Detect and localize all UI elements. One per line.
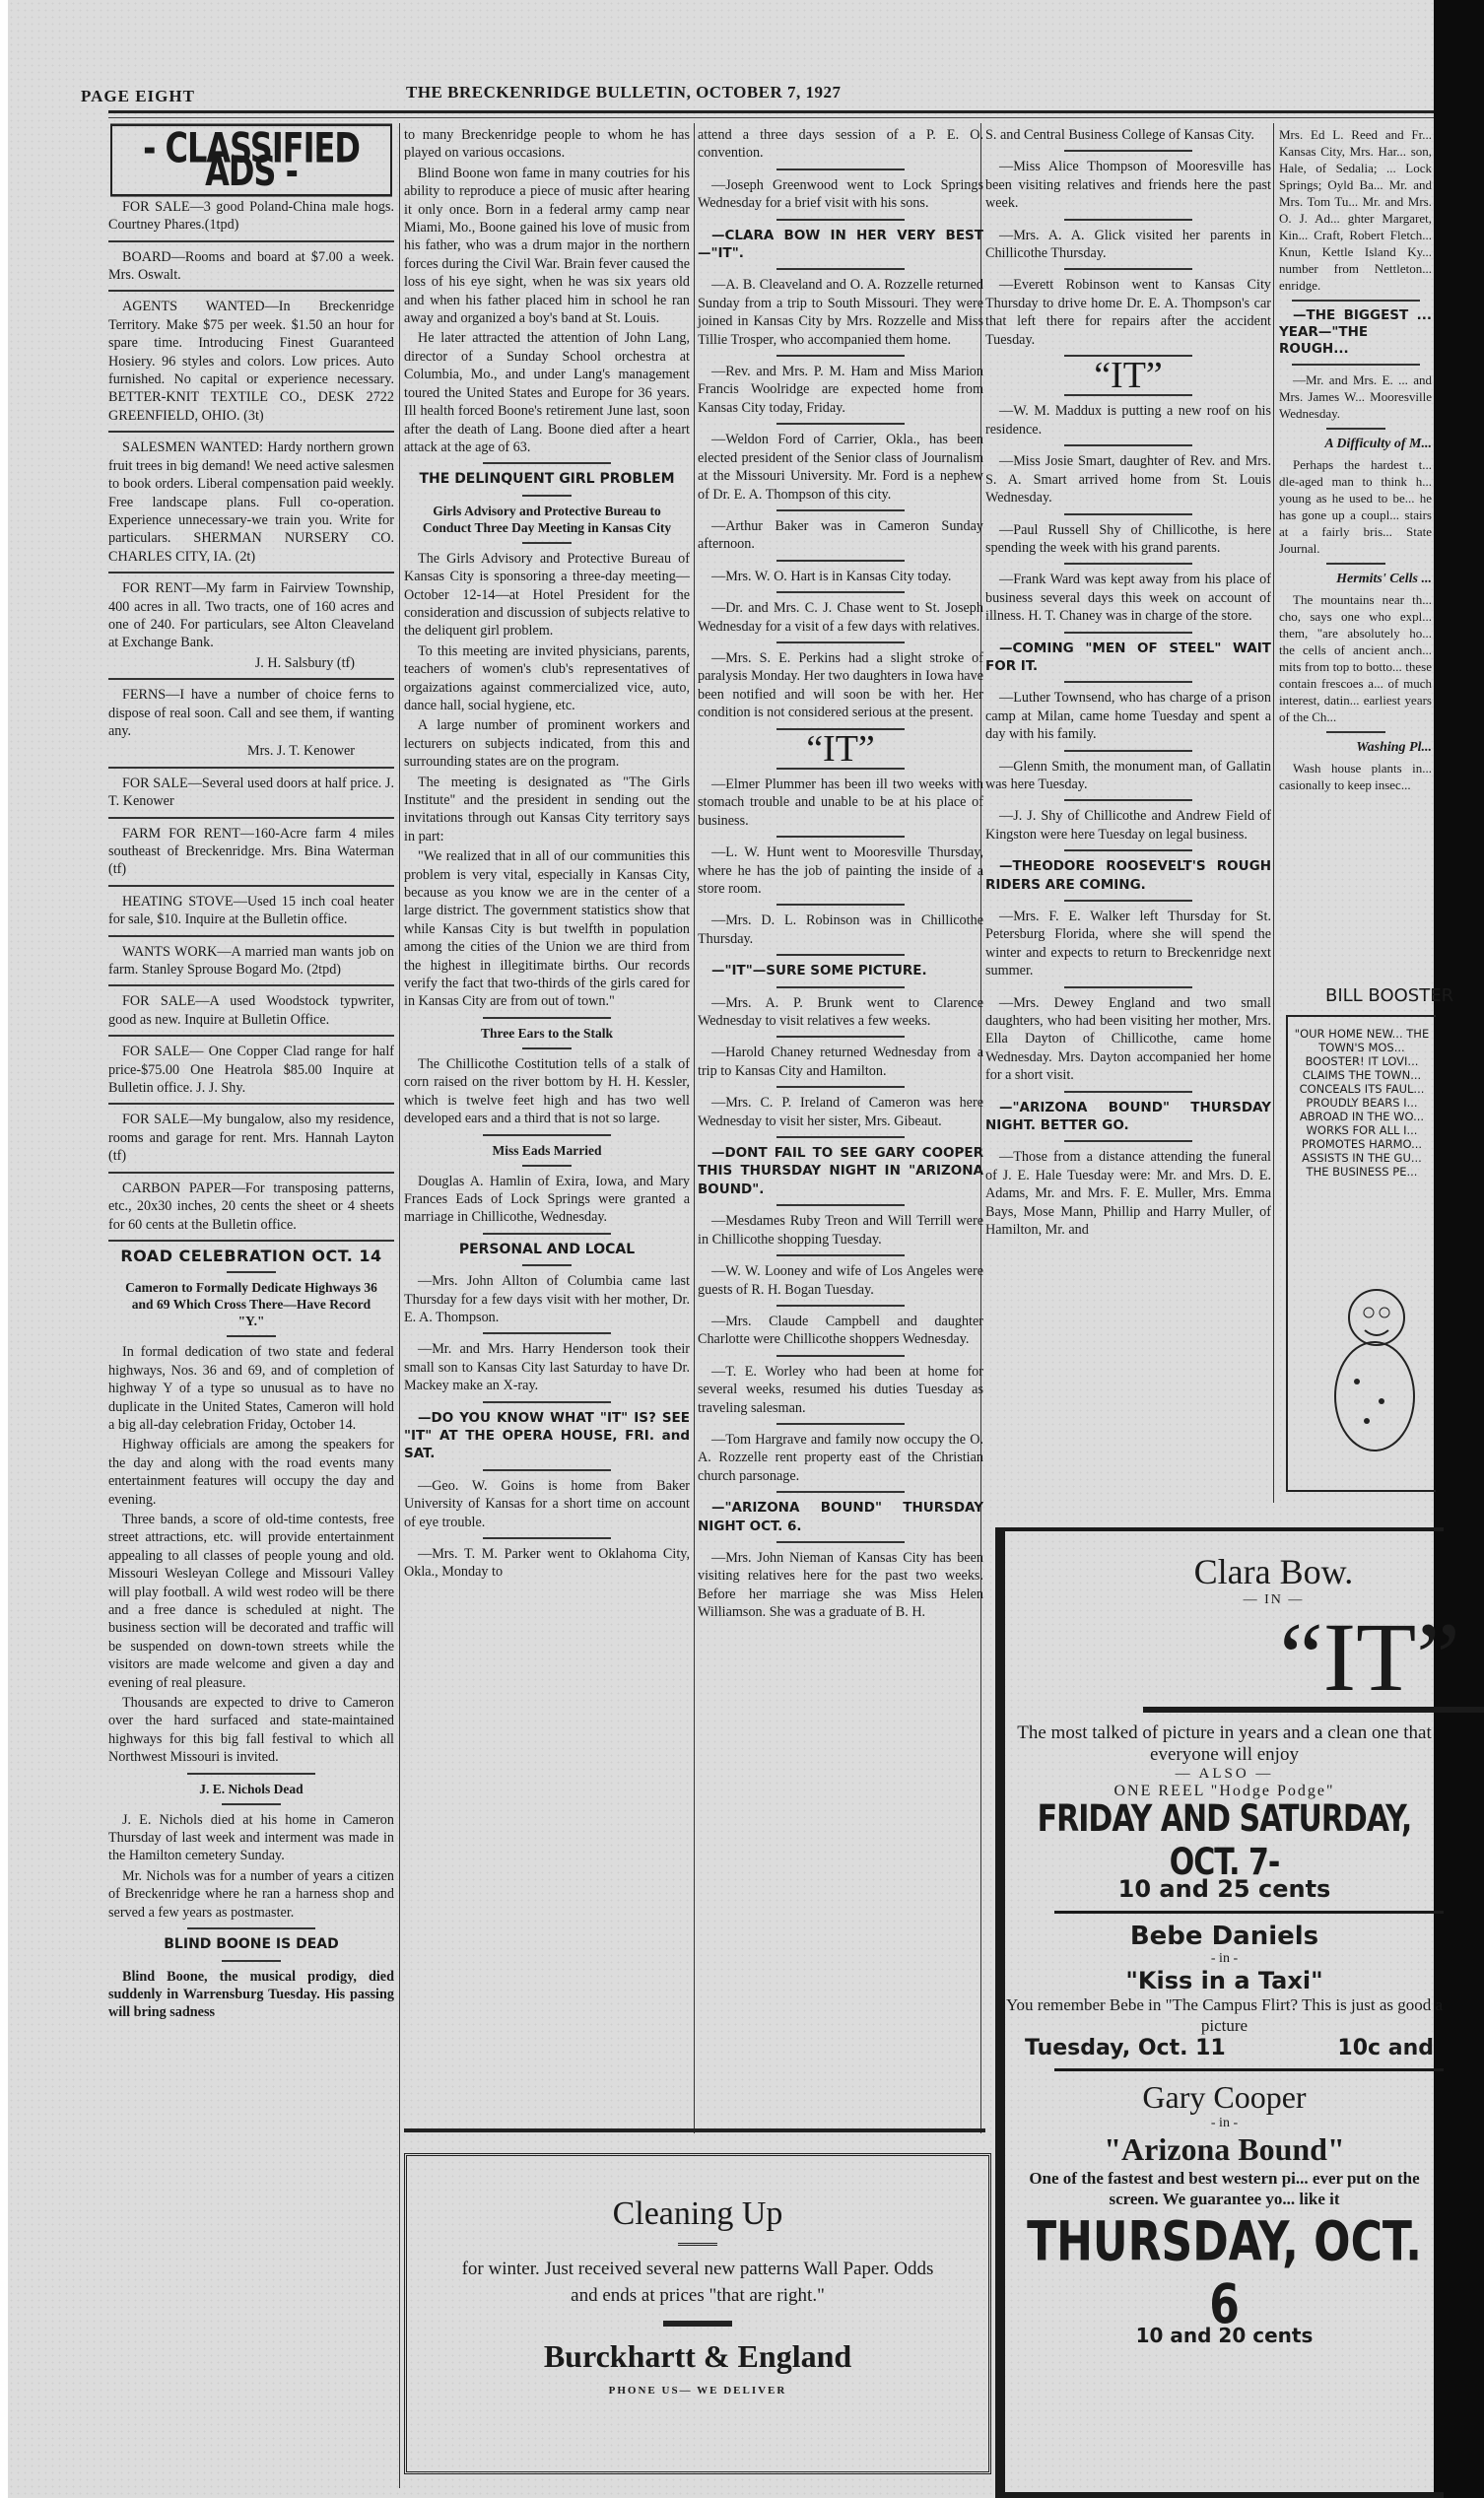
news-item: —Arthur Baker was in Cameron Sunday afternoon. — [698, 517, 983, 553]
article-paragraph: A large number of prominent workers and lecturers on subjects indicated, from this and surrounding states are on the program. — [404, 717, 690, 771]
movie-date: FRIDAY AND SATURDAY, OCT. 7- — [1037, 1797, 1412, 1884]
column-1 — [108, 123, 394, 2024]
movie-in: - in - — [1210, 1951, 1239, 1966]
divider — [483, 1537, 611, 1539]
movie-reel: ONE REEL "Hodge Podge" — [1113, 1783, 1335, 1799]
classified-list — [108, 198, 394, 1234]
divider — [776, 219, 905, 221]
divider — [776, 1423, 905, 1425]
news-item: —Mrs. D. L. Robinson was in Chillicothe Thursday. — [698, 912, 983, 947]
divider — [776, 355, 905, 357]
divider — [108, 572, 394, 574]
movie-description: One of the fastest and best western pi... ever put on the screen. We guarantee yo... like it — [1029, 2169, 1420, 2208]
news-item: —THEODORE ROOSEVELT'S ROUGH RIDERS ARE COMING. — [985, 858, 1271, 893]
divider — [108, 935, 394, 937]
news-item: —Elmer Plummer has been ill two weeks with stomach trouble and unable to be at his place of business. — [698, 776, 983, 829]
news-item: —Rev. and Mrs. P. M. Ham and Miss Marion Francis Woolridge are expected home from Kansas City today, Friday. — [698, 364, 983, 416]
headline: Three Ears to the Stalk — [481, 1025, 613, 1041]
comic-panel — [1286, 1015, 1436, 1492]
divider — [483, 1233, 611, 1235]
movie-in: — IN — — [1243, 1592, 1305, 1607]
news-item: —COMING "MEN OF STEEL" WAIT FOR IT. — [985, 640, 1271, 674]
news-item: —W. M. Maddux is putting a new roof on his residence. — [985, 403, 1271, 438]
news-item: Mrs. Ed L. Reed and Fr... Kansas City, Mrs. Har... son, Hale, of Sedalia; ... Lock Springs; Oyld Ba... Mr. and Mrs. Tom Tu... Mr. and Mrs. O. J. Ad... ghter Margaret, Kin... Craft, Robert Fletch... Knun, Kettle Island Ky... number from Nettleton... enridge. — [1279, 127, 1432, 293]
divider — [108, 1035, 394, 1037]
divider — [776, 509, 905, 511]
divider — [222, 1960, 281, 1962]
movie-in: - in - — [1210, 2116, 1239, 2130]
column-divider — [694, 123, 695, 2133]
personal-items — [985, 126, 1271, 1240]
movie-price: 10 and 20 cents — [1135, 2324, 1314, 2347]
article-paragraph: Mr. Nichols was for a number of years a citizen of Breckenridge where he ran a harness shop and served a few years as postmaster. — [108, 1867, 394, 1921]
divider — [776, 268, 905, 270]
news-item: —Paul Russell Shy of Chillicothe, is here spending the week with his grand parents. — [985, 521, 1271, 556]
news-item: —Mrs. W. O. Hart is in Kansas City today. — [711, 568, 952, 584]
divider — [227, 1335, 276, 1337]
column-4 — [985, 126, 1271, 1242]
news-item: —Dr. and Mrs. C. J. Chase went to St. Joseph Wednesday for a visit of a few days with relatives. — [698, 600, 983, 635]
comic-speech: "OUR HOME NEW... THE TOWN'S MOS... BOOSTER! IT LOVI... CLAIMS THE TOWN... CONCEALS ITS FAUL... PROUDLY BEARS I... ABROAD IN THE WO... WORKS FOR ALL I... PROMOTES HARMO... ASSISTS IN THE GU... THE BUSINESS PE... — [1294, 1027, 1430, 1179]
classified-ad: BOARD—Rooms and board at $7.00 a week. Mrs. Oswalt. — [108, 248, 394, 284]
divider — [1064, 268, 1192, 270]
classified-ad: FOR SALE— One Copper Clad range for half price-$75.00 One Heatrola $85.00 Inquire at Bulletin office. J. J. Shy. — [108, 1044, 394, 1097]
news-item: —"ARIZONA BOUND" THURSDAY NIGHT. BETTER GO. — [985, 1099, 1271, 1134]
divider — [108, 240, 394, 242]
headline: THE DELINQUENT GIRL PROBLEM — [419, 471, 675, 488]
divider — [1064, 900, 1192, 902]
news-item: —Those from a distance attending the funeral of J. E. Hale Tuesday were: Mr. and Mrs. D. E. Adams, Mr. and Mrs. F. E. Muller, Mrs. Emma Bays, Mose Mann, Phillip and Harry Muller, of Hamilton, Mr. and — [985, 1149, 1271, 1239]
news-item: —Frank Ward was kept away from his place of business several days this week on account of illness. H. T. Chaney was in charge of the store. — [985, 572, 1271, 625]
divider — [776, 641, 905, 643]
divider — [776, 169, 905, 170]
divider — [776, 1305, 905, 1307]
divider — [108, 431, 394, 433]
divider — [1064, 219, 1192, 221]
news-item: —THE BIGGEST ... YEAR—"THE ROUGH... — [1279, 307, 1432, 357]
classified-ad: FOR RENT—My farm in Fairview Township, 400 acres in all. Two tracts, one of 160 acres and one of 240. For particulars, see Alton Cleaveland at Exchange Bank. — [108, 580, 394, 651]
article-paragraph: J. E. Nichols died at his home in Cameron Thursday of last week and interment was made in the Hamilton cemetery Sunday. — [108, 1811, 394, 1864]
classified-ad: FOR SALE—A used Woodstock typwriter, good as new. Inquire at Bulletin Office. — [108, 993, 394, 1028]
divider — [1064, 681, 1192, 683]
news-item: —Luther Townsend, who has charge of a prison camp at Milan, came home Tuesday and spent a day with his family. — [985, 690, 1271, 743]
classified-ad: FOR SALE—My bungalow, also my residence, rooms and garage for rent. Mrs. Hannah Layton (tf) — [108, 1112, 394, 1165]
filler-text: Wash house plants in... casionally to keep insec... — [1279, 761, 1432, 792]
news-item: —Mrs. Dewey England and two small daughters, who had been visiting her mother, Mrs. Ella Dayton of Chillicothe, came home Wednesday. Mrs. Dayton accompanied her home for a short visit. — [985, 994, 1271, 1084]
divider — [522, 1264, 572, 1266]
news-item: —Geo. W. Goins is home from Baker University of Kansas for a short time on account of eye trouble. — [404, 1477, 690, 1530]
subhead: Girls Advisory and Protective Bureau to Conduct Three Day Meeting in Kansas City — [422, 503, 672, 535]
divider — [776, 1491, 905, 1493]
ad-cleaning-up — [404, 2153, 991, 2474]
news-item: —Mrs. John Allton of Columbia came last Thursday for a few days visit with her mother, Dr. E. A. Thompson. — [404, 1273, 690, 1325]
masthead-rule-thin — [108, 117, 1434, 118]
news-item: —CLARA BOW IN HER VERY BEST—"IT". — [698, 227, 983, 262]
classified-ad: WANTS WORK—A married man wants job on farm. Stanley Sprouse Bogard Mo. (2tpd) — [108, 943, 394, 979]
filler-text: The mountains near th... cho, says one who expl... them, "are absolutely ho... the cells of ancient anch... mits from top to botto... these contain frescoes a... of much interest, datin... earliest years of the Ch... — [1279, 592, 1432, 724]
classified-banner: - CLASSIFIED ADS - — [110, 123, 392, 196]
news-item: attend a three days session of a P. E. O. convention. — [698, 127, 983, 162]
article-paragraph: The Girls Advisory and Protective Bureau of Kansas City is sponsoring a three-day meeting—October 12-14—at Hotel President for the consideration and discussion of subjects relative to the deliquent girl problem. — [404, 550, 690, 640]
news-item: —Miss Josie Smart, daughter of Rev. and Mrs. S. A. Smart arrived home from St. Louis Wednesday. — [985, 453, 1271, 506]
divider — [187, 1773, 315, 1775]
divider — [1326, 428, 1385, 430]
news-item: —Mrs. C. P. Ireland of Cameron was here Wednesday to visit her sister, Mrs. Gibeaut. — [698, 1095, 983, 1129]
personal-items — [404, 1272, 690, 1582]
ad-headline: Cleaning Up — [612, 2195, 783, 2232]
divider — [1292, 364, 1420, 366]
divider — [1064, 986, 1192, 988]
headline: BLIND BOONE IS DEAD — [164, 1936, 339, 1953]
divider — [1326, 563, 1385, 565]
divider — [678, 2243, 717, 2246]
news-item: —Mrs. A. P. Brunk went to Clarence Wednesday to visit relatives a few weeks. — [698, 994, 983, 1030]
divider — [776, 1355, 905, 1357]
divider — [483, 1401, 611, 1403]
movie-description: The most talked of picture in years and a clean one that everyone will enjoy — [1017, 1722, 1432, 1765]
article-paragraph: He later attracted the attention of John Lang, director of a Sunday School orchestra at Columbia, Mo., and under Lang's management toured the United States and Europe for 36 years. Ill health forced Boone's retirement June last, soon after the death of Lang. Boone died after a heart attack at the age of 63. — [404, 330, 690, 455]
divider — [776, 1086, 905, 1088]
divider — [483, 1134, 611, 1136]
filler-headline: A Difficulty of M... — [1324, 437, 1432, 451]
headline: PERSONAL AND LOCAL — [458, 1241, 636, 1257]
classified-ad: FOR SALE—Several used doors at half price. J. T. Kenower — [108, 775, 394, 810]
column-2 — [404, 126, 690, 1584]
classified-ad: CARBON PAPER—For transposing patterns, etc., 20x30 inches, 20 cents the sheet or 4 sheets for 60 cents at the Bulletin office. — [108, 1180, 394, 1233]
divider — [1326, 731, 1385, 733]
article-paragraph: The meeting is designated as "The Girls Institute" and the president in sending out the invitations through out Kansas City territory says in part: — [404, 774, 690, 844]
news-item: —Mr. and Mrs. E. ... and Mrs. James W... Mooresville Wednesday. — [1279, 372, 1432, 421]
movie-title: "Arizona Bound" — [1104, 2131, 1345, 2167]
movie-star: Bebe Daniels — [1129, 1922, 1319, 1951]
section-heading: “IT” — [806, 727, 875, 770]
classified-ad: FARM FOR RENT—160-Acre farm 4 miles southeast of Breckenridge. Mrs. Bina Waterman (tf) — [108, 825, 394, 878]
subhead: Cameron to Formally Dedicate Highways 36 and 69 Which Cross There—Have Record "Y." — [125, 1280, 377, 1329]
news-item: —Mrs. Claude Campbell and daughter Charlotte were Chillicothe shoppers Wednesday. — [698, 1313, 983, 1348]
divider — [108, 1103, 394, 1105]
news-item: —Mrs. John Nieman of Kansas City has been visiting relatives here for the past two weeks. Before her marriage she was Miss Helen Williamson. She was a graduate of B. H. — [698, 1549, 983, 1621]
personal-items — [698, 126, 983, 1622]
divider — [483, 1017, 611, 1019]
movie-star: Clara Bow. — [1193, 1552, 1354, 1591]
news-item: —Mesdames Ruby Treon and Will Terrill were in Chillicothe shopping Tuesday. — [698, 1213, 983, 1248]
divider — [1064, 799, 1192, 801]
paper-title: THE BRECKENRIDGE BULLETIN, OCTOBER 7, 1927 — [406, 83, 842, 101]
divider — [1064, 632, 1192, 634]
movie-date-row — [1005, 2036, 1444, 2060]
news-item: —W. W. Looney and wife of Los Angeles were guests of R. H. Bogan Tuesday. — [698, 1263, 983, 1298]
ad-movie-listings — [995, 1527, 1460, 2498]
divider — [776, 1204, 905, 1206]
news-item: —Glenn Smith, the monument man, of Gallatin was here Tuesday. — [985, 758, 1271, 792]
classified-ad: SALESMEN WANTED: Hardy northern grown fruit trees in big demand! We need active salesmen to book orders. Liberal compensation paid weekly. Free landscape plans. Full co-operation. Experience unnecessary-we train you. Write for particulars. SHERMAN NURSERY CO. CHARLES CITY, IA. (2t) — [108, 439, 394, 565]
divider — [108, 1240, 394, 1242]
divider — [776, 423, 905, 425]
ad-signature: J. H. Salsbury (tf) — [254, 654, 355, 671]
headline: ROAD CELEBRATION OCT. 14 — [120, 1246, 382, 1265]
divider — [1054, 1911, 1444, 1914]
news-item: —Miss Alice Thompson of Mooresville has been visiting relatives and friends here the past week. — [985, 159, 1271, 212]
article-paragraph: Blind Boone won fame in many coutries for his ability to reproduce a piece of music after hearing it only once. Born in a federal army camp near Miami, Mo., Boone gained his love of music from his father, who was a drum major in the northern forces during the Civil War. Brain fever caused the loss of his eye sight, when he was six years old and when his father placed him in school he ran away and organized a boy's band at St. Louis. — [404, 165, 690, 327]
filler-headline: Washing Pl... — [1356, 740, 1432, 755]
divider — [1064, 513, 1192, 515]
news-item: —DO YOU KNOW WHAT "IT" IS? SEE "IT" AT THE OPERA HOUSE, FRI. and SAT. — [404, 1409, 690, 1462]
divider — [1054, 2068, 1444, 2071]
news-item: —T. E. Worley who had been at home for several weeks, resumed his duties Tuesday as traveling salesman. — [698, 1363, 983, 1416]
article-paragraph: In formal dedication of two state and federal highways, Nos. 36 and 69, and of completion of highway Y of a type so unusual as to have no duplicate in the United States, Cameron will hold a big all-day celebration Friday, October 14. — [108, 1344, 394, 1433]
news-item: —Mrs. A. A. Glick visited her parents in Chillicothe Thursday. — [985, 227, 1271, 262]
news-item: —Mr. and Mrs. Harry Henderson took their small son to Kansas City last Saturday to have Dr. Mackey make an X-ray. — [404, 1341, 690, 1394]
article-paragraph: To this meeting are invited physicians, parents, teachers of women's club's representatives of orgaizations against commercialized vice, auto, dance hall, social hygiene, etc. — [404, 642, 690, 713]
ad-tagline: PHONE US— WE DELIVER — [608, 2385, 787, 2397]
divider — [222, 1803, 281, 1805]
article-paragraph: Highway officials are among the speakers for the day and along with the road events many entertainment features will occupy the day and evening. — [108, 1437, 394, 1508]
ad-advertiser: Burckhartt & England — [543, 2338, 852, 2374]
cartoon-figure-icon — [1327, 1283, 1416, 1460]
news-item: —"IT"—SURE SOME PICTURE. — [711, 963, 927, 979]
classified-ad: FOR SALE—3 good Poland-China male hogs. Courtney Phares.(1tpd) — [108, 198, 394, 234]
divider — [1292, 300, 1420, 302]
comic-title: BILL BOOSTER — [1325, 985, 1454, 1006]
filler-headline: Hermits' Cells ... — [1336, 572, 1432, 586]
divider — [1064, 750, 1192, 752]
news-item: —Mrs. S. E. Perkins had a slight stroke of paralysis Monday. Her two daughters in Iowa have been notified and will soon be with her. Her condition is not considered serious at the present. — [698, 649, 983, 721]
article-paragraph: "We realized that in all of our communities this problem is very vital, especially in Kansas City, because as you know we are in the center of a large district. The government statistics show that while Kansas City is but twelfth in population among the cities of the Union we are third from the highest in illegitimate births. Our records verify the fact that two-thirds of the girls cared for in Kansas City are from out of town." — [404, 848, 690, 1010]
divider — [404, 2128, 985, 2132]
movie-date: THURSDAY, OCT. 6 — [1027, 2210, 1422, 2336]
classified-ad: HEATING STOVE—Used 15 inch coal heater for sale, $10. Inquire at the Bulletin office. — [108, 893, 394, 928]
divider — [522, 495, 572, 497]
divider — [108, 817, 394, 819]
divider — [483, 1469, 611, 1471]
news-item: —Weldon Ford of Carrier, Okla., has been elected president of the Senior class of Journalism at the Missouri University. Mr. Ford is a nephew of Dr. E. A. Thompson of this city. — [698, 432, 983, 503]
column-divider — [1273, 123, 1274, 1503]
article-paragraph: Douglas A. Hamlin of Exira, Iowa, and Mary Frances Eads of Lock Springs were granted a marriage in Chillicothe, Wednesday. — [404, 1173, 690, 1226]
divider — [1064, 150, 1192, 152]
column-5 — [1279, 126, 1432, 795]
divider — [776, 836, 905, 838]
divider — [483, 462, 611, 464]
ad-body: for winter. Just received several new patterns Wall Paper. Odds and ends at prices "that are right." — [461, 2259, 934, 2306]
divider — [108, 290, 394, 292]
masthead-rule — [108, 110, 1434, 113]
movie-description: You remember Bebe in "The Campus Flirt? This is just as good a picture — [1005, 1995, 1444, 2035]
masthead — [71, 79, 1431, 104]
ad-signature: Mrs. J. T. Kenower — [246, 743, 355, 760]
divider — [108, 678, 394, 680]
section-heading: “IT” — [1094, 355, 1163, 397]
filler-text: Perhaps the hardest t... dle-aged man to think h... young as he used to be... he has gone up a coupl... stairs at a fairly bris... State Journal. — [1279, 457, 1432, 556]
article-paragraph: The Chillicothe Costitution tells of a stalk of corn raised on the river bottom by H. H. Kessler, which is twelve feet high and has two well developed ears and a third that is not so large. — [404, 1055, 690, 1127]
news-item: —Tom Hargrave and family now occupy the O. A. Rozzelle rent property east of the Christian church parsonage. — [698, 1431, 983, 1484]
divider — [108, 885, 394, 887]
news-item: —Everett Robinson went to Kansas City Thursday to drive home Dr. E. A. Thompson's car that left there for repairs after the accident Tuesday. — [985, 277, 1271, 348]
article-paragraph: Thousands are expected to drive to Cameron over the hard surfaced and state-maintained highways for this big fall festival to which all Northwest Missouri is invited. — [108, 1695, 394, 1766]
divider — [776, 1541, 905, 1543]
divider — [1064, 1091, 1192, 1093]
headline: Miss Eads Married — [492, 1142, 602, 1158]
news-item: —Mrs. F. E. Walker left Thursday for St. Petersburg Florida, where she will spend the winter and expects to return to Breckenridge next summer. — [985, 909, 1271, 979]
news-item: —Joseph Greenwood went to Lock Springs Wednesday for a brief visit with his sons. — [698, 176, 983, 212]
movie-price: 10 and 25 cents — [1117, 1875, 1331, 1903]
classified-ad: AGENTS WANTED—In Breckenridge Territory. Make $75 per week. $1.50 an hour for spare time. Introducing Finest Guaranteed Hosiery. 96 styles and colors. Low prices. Auto furnished. No capital or experience necessary. BETTER-KNIT TEXTILE CO., DESK 2722 GREENFIELD, OHIO. (3t) — [108, 299, 394, 424]
divider — [776, 1254, 905, 1256]
news-item: —DONT FAIL TO SEE GARY COOPER THIS THURSDAY NIGHT IN "ARIZONA BOUND". — [698, 1145, 983, 1197]
divider — [108, 1172, 394, 1174]
divider — [776, 1036, 905, 1038]
divider — [1064, 849, 1192, 851]
movie-title: “IT” — [1143, 1608, 1484, 1713]
divider — [483, 1332, 611, 1334]
movie-price: 10c and — [1337, 2036, 1434, 2060]
news-item: —L. W. Hunt went to Mooresville Thursday, where he has the job of painting the inside of a store room. — [698, 844, 983, 897]
column-divider — [399, 123, 400, 2488]
divider — [776, 1136, 905, 1138]
divider — [663, 2321, 732, 2327]
divider — [776, 904, 905, 906]
divider — [522, 542, 572, 544]
article-paragraph: Blind Boone, the musical prodigy, died suddenly in Warrensburg Tuesday. His passing will bring sadness — [108, 1968, 394, 2021]
divider — [776, 591, 905, 593]
movie-date: Tuesday, Oct. 11 — [1025, 2036, 1226, 2060]
movie-star: Gary Cooper — [1142, 2079, 1307, 2115]
news-item: —A. B. Cleaveland and O. A. Rozzelle returned Sunday from a trip to South Missouri. They were joined in Kansas City by Mrs. Rozzelle and Miss Tillie Trosper, who accompanied them home. — [698, 277, 983, 348]
divider — [187, 1927, 315, 1929]
headline: J. E. Nichols Dead — [199, 1781, 304, 1796]
personal-items — [1279, 126, 1432, 422]
divider — [108, 767, 394, 769]
news-item: S. and Central Business College of Kansas City. — [985, 127, 1254, 143]
divider — [1064, 1140, 1192, 1142]
divider — [522, 1165, 572, 1167]
classified-ad: FERNS—I have a number of choice ferns to dispose of real soon. Call and see them, if wanting any. — [108, 687, 394, 739]
divider — [1064, 444, 1192, 446]
page-label: PAGE EIGHT — [81, 87, 195, 105]
divider — [522, 1047, 572, 1049]
article-paragraph: Three bands, a score of old-time contests, free street attractions, etc. will provide entertainment appealing to all classes of people young and old. Missouri Wesleyan College and Missouri Valley will play football. A wild west rodeo will be there and a free dance is scheduled at night. The business section will be decorated and traffic will be suspended on down-town streets while the visitors are made welcome and given a day and evening of real pleasure. — [108, 1511, 394, 1691]
article-paragraph: to many Breckenridge people to whom he has played on various occasions. — [404, 127, 690, 162]
column-3 — [698, 126, 983, 1624]
news-item: —"ARIZONA BOUND" THURSDAY NIGHT OCT. 6. — [698, 1500, 983, 1534]
news-item: —J. J. Shy of Chillicothe and Andrew Field of Kingston were here Tuesday on legal business. — [985, 808, 1271, 843]
movie-also: — ALSO — — [1175, 1766, 1274, 1782]
divider — [108, 984, 394, 986]
divider — [776, 954, 905, 956]
divider — [227, 1271, 276, 1273]
divider — [1064, 563, 1192, 565]
divider — [776, 560, 905, 562]
divider — [776, 986, 905, 988]
news-item: —Harold Chaney returned Wednesday from a trip to Kansas City and Hamilton. — [698, 1045, 983, 1079]
movie-title: "Kiss in a Taxi" — [1125, 1967, 1323, 1994]
news-item: —Mrs. T. M. Parker went to Oklahoma City, Okla., Monday to — [404, 1546, 690, 1581]
